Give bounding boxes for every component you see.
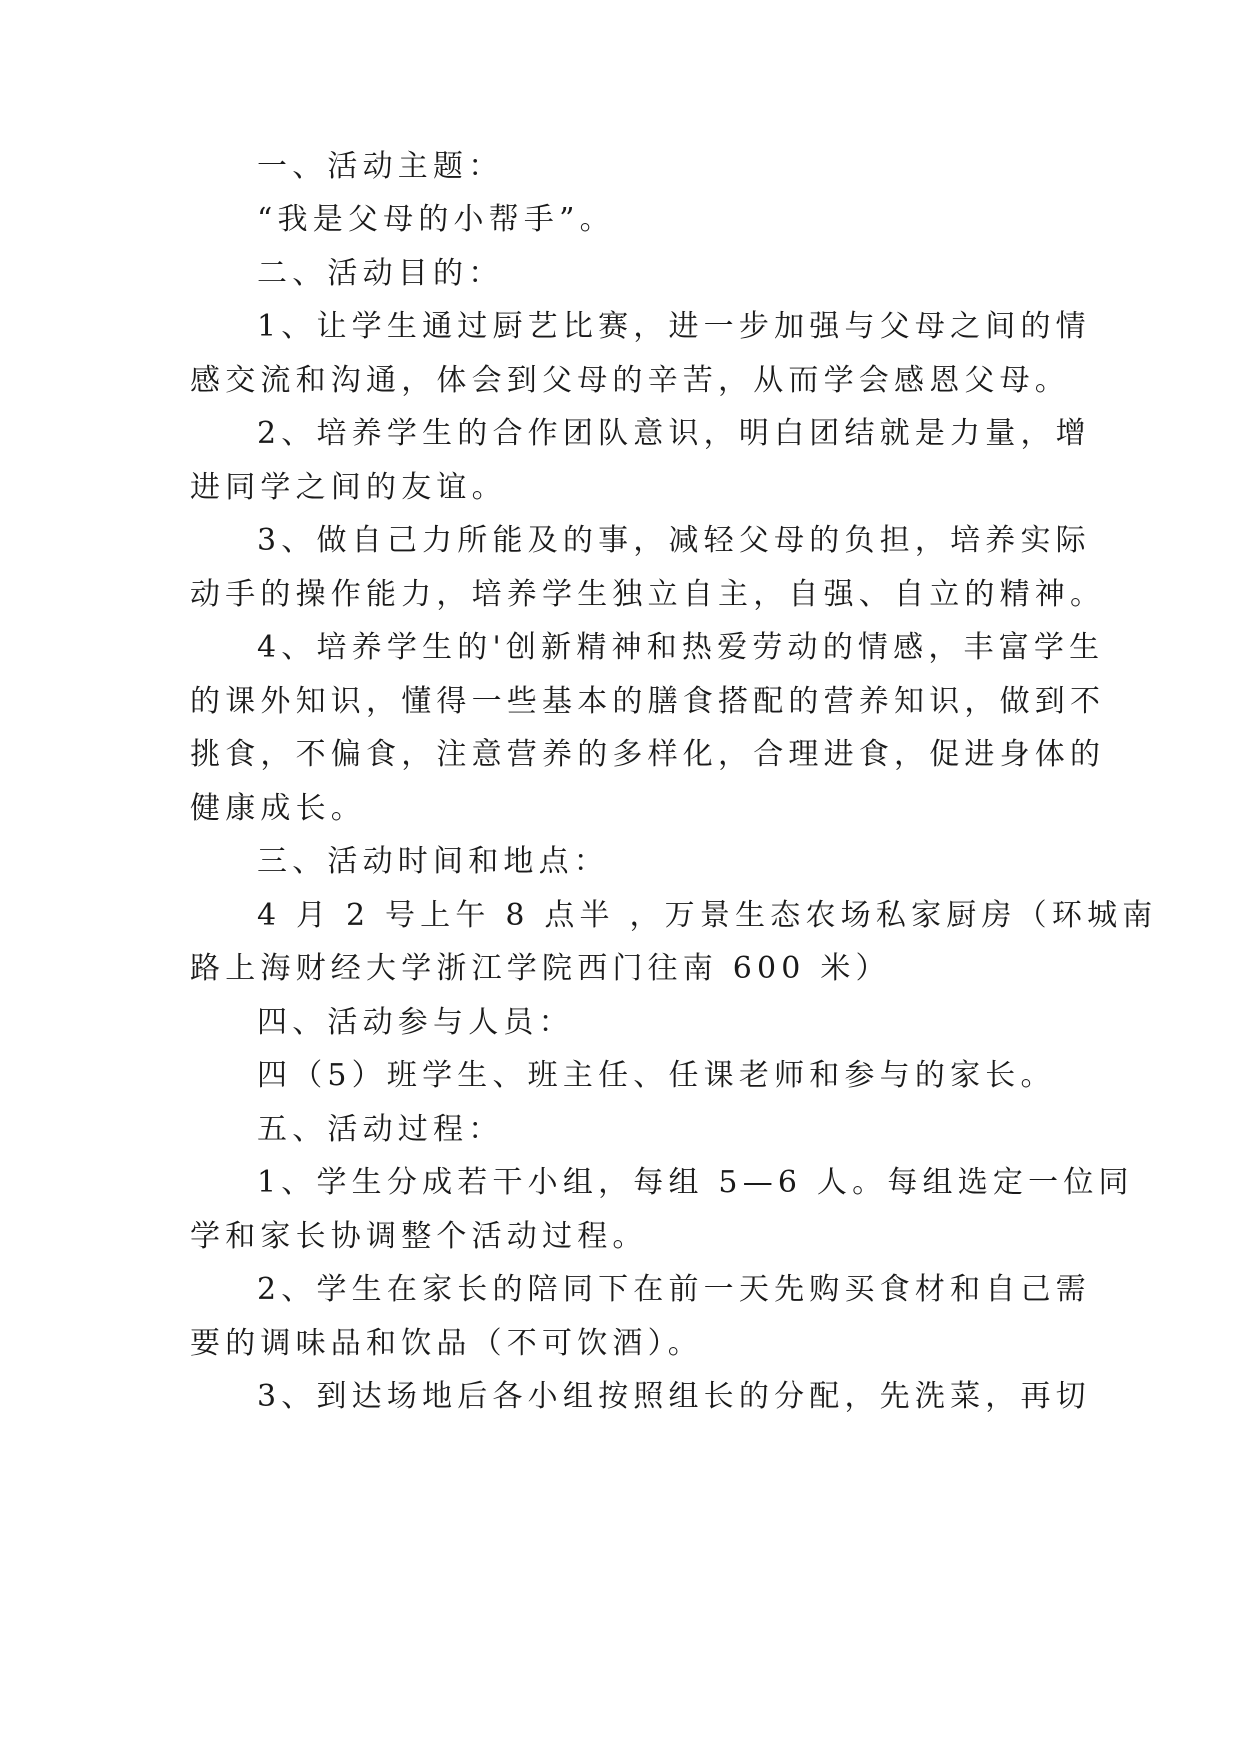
heading-activity-process: 五、活动过程： <box>257 1112 504 1147</box>
heading-activity-purpose: 二、活动目的： <box>257 256 504 291</box>
paragraph-time-place-line-1: 4 月 2 号上午 8 点半 ，万景生态农场私家厨房（环城南 <box>257 898 1158 933</box>
paragraph-process-3-line-1: 3、到达场地后各小组按照组长的分配，先洗菜，再切 <box>257 1379 1091 1414</box>
paragraph-process-1-line-1: 1、学生分成若干小组，每组 5—6 人。每组选定一位同 <box>257 1165 1134 1200</box>
paragraph-purpose-4-line-4: 健康成长。 <box>190 791 366 826</box>
paragraph-process-2-line-1: 2、学生在家长的陪同下在前一天先购买食材和自己需 <box>257 1272 1091 1307</box>
heading-time-and-place: 三、活动时间和地点： <box>257 844 609 879</box>
paragraph-participants: 四（5）班学生、班主任、任课老师和参与的家长。 <box>257 1058 1056 1093</box>
paragraph-purpose-4-line-2: 的课外知识，懂得一些基本的膳食搭配的营养知识，做到不 <box>190 684 1106 719</box>
paragraph-purpose-1-line-1: 1、让学生通过厨艺比赛，进一步加强与父母之间的情 <box>257 309 1091 344</box>
paragraph-time-place-line-2: 路上海财经大学浙江学院西门往南 600 米） <box>190 951 891 986</box>
paragraph-purpose-1-line-2: 感交流和沟通，体会到父母的辛苦，从而学会感恩父母。 <box>190 363 1070 398</box>
heading-activity-theme: 一、活动主题： <box>257 149 504 184</box>
heading-participants: 四、活动参与人员： <box>257 1005 574 1040</box>
paragraph-purpose-2-line-1: 2、培养学生的合作团队意识，明白团结就是力量，增 <box>257 416 1091 451</box>
paragraph-purpose-2-line-2: 进同学之间的友谊。 <box>190 470 507 505</box>
paragraph-purpose-3-line-2: 动手的操作能力，培养学生独立自主，自强、自立的精神。 <box>190 577 1106 612</box>
paragraph-purpose-4-line-3: 挑食，不偏食，注意营养的多样化，合理进食，促进身体的 <box>190 737 1106 772</box>
paragraph-process-2-line-2: 要的调味品和饮品（不可饮酒）。 <box>190 1326 703 1361</box>
paragraph-theme-text: “我是父母的小帮手”。 <box>257 202 615 237</box>
paragraph-purpose-3-line-1: 3、做自己力所能及的事，减轻父母的负担，培养实际 <box>257 523 1091 558</box>
paragraph-purpose-4-line-1: 4、培养学生的'创新精神和热爱劳动的情感，丰富学生 <box>257 630 1105 665</box>
paragraph-process-1-line-2: 学和家长协调整个活动过程。 <box>190 1219 648 1254</box>
